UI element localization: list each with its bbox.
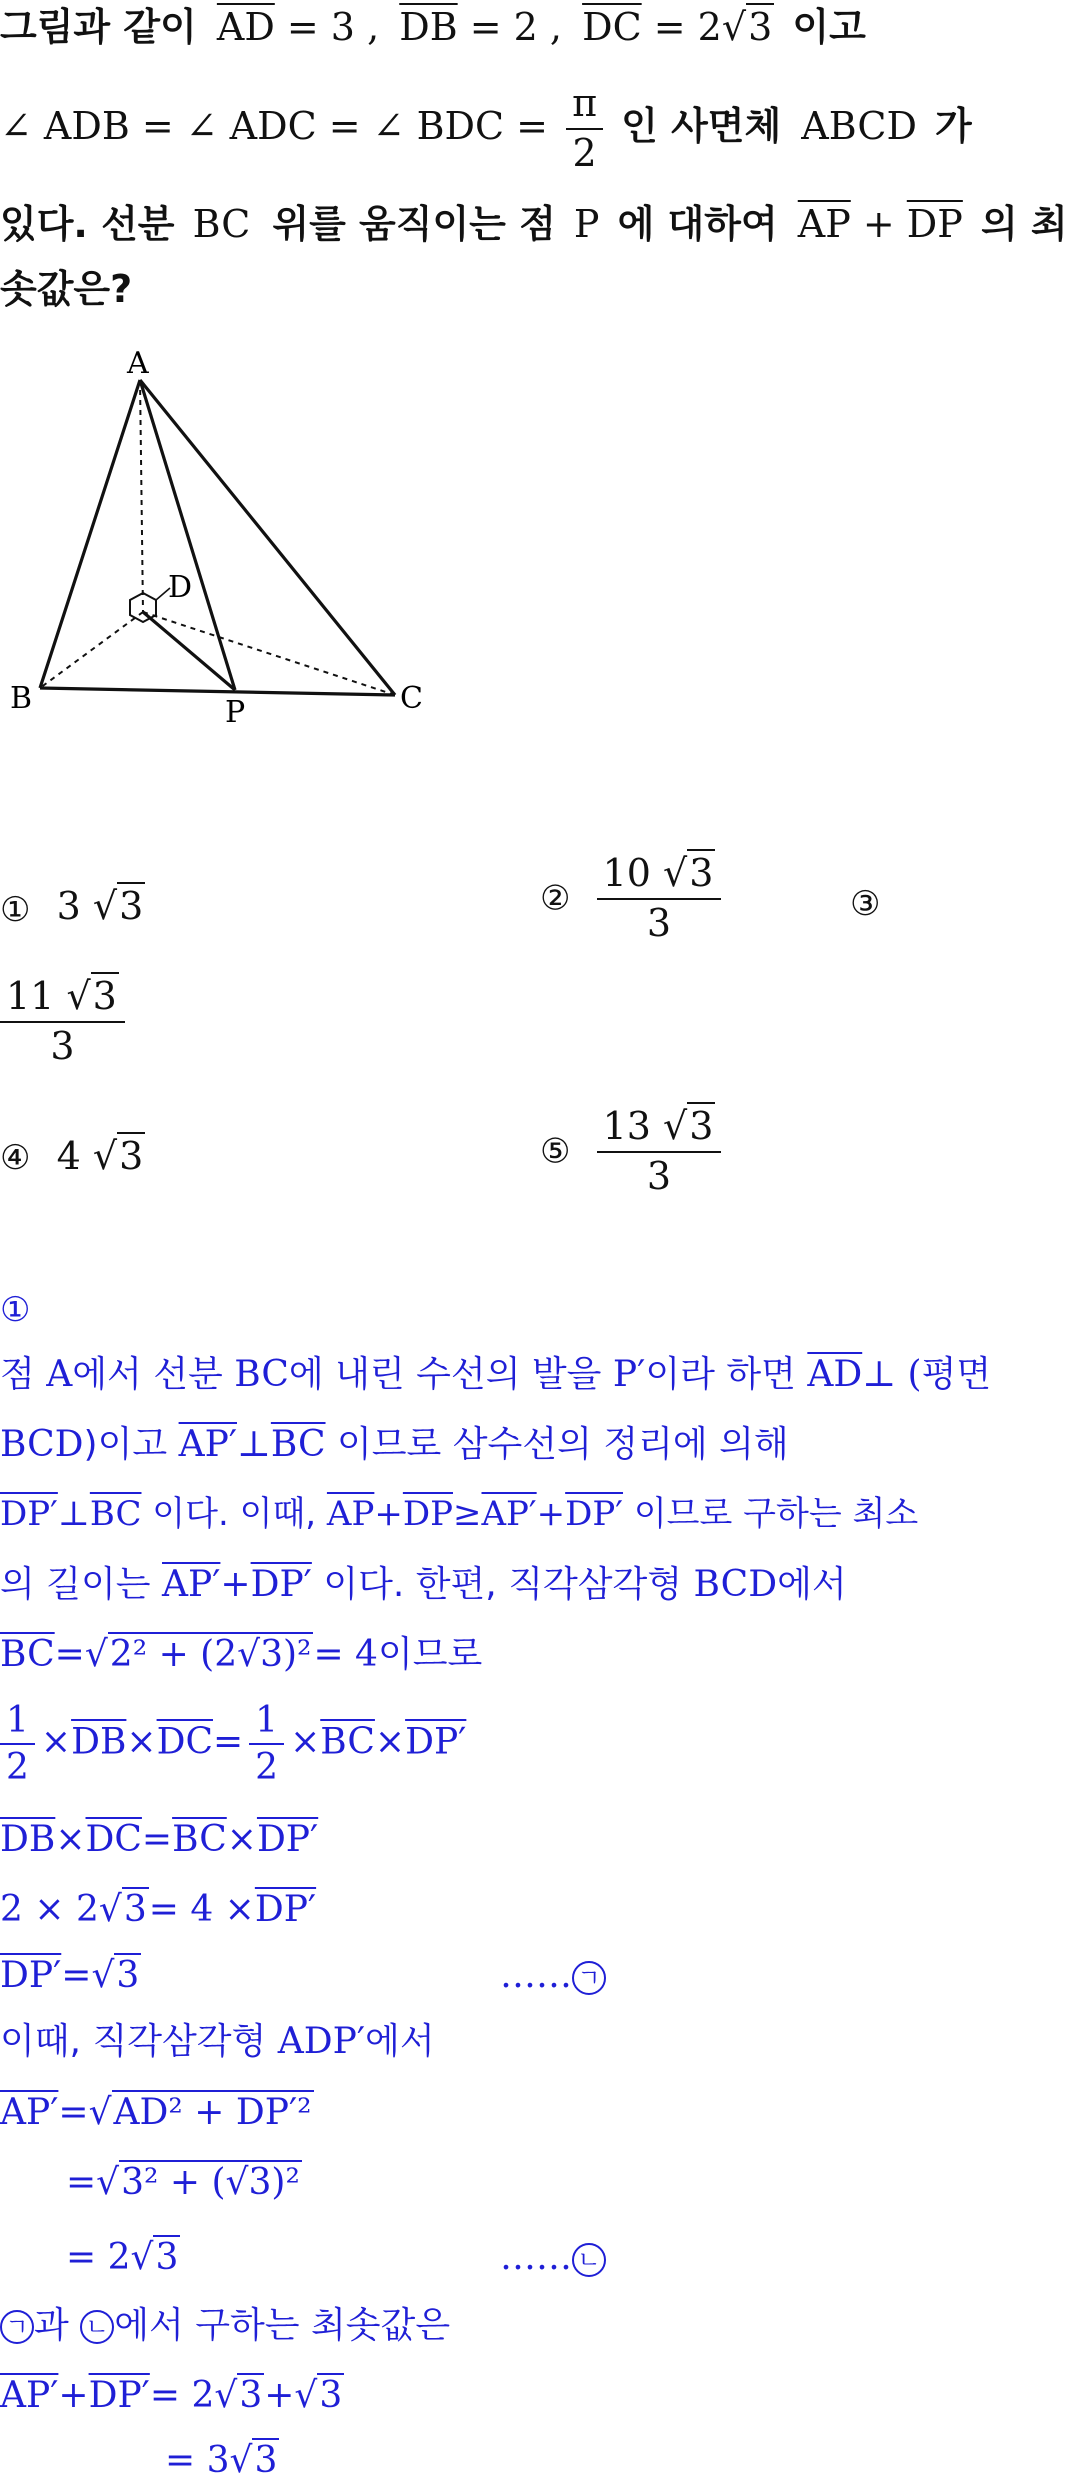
solution-line-15: AP′+DP′= 2√3+√3 [0,2375,343,2416]
label-p: P [225,695,246,730]
solution-line-16: = 3√3 [165,2440,278,2481]
edge-dp [143,612,235,690]
choice-4[interactable]: ④ 4 √3 [0,1134,144,1178]
label-d: D [168,570,193,605]
solution-line-11: AP′=√AD² + DP′² [0,2092,312,2133]
question-line-1: 그림과 같이 $\overline{AD} = 3$ , $\overline{DB} = 2$ , $\overline{DC} = 2√3$ 이고 [0,5,866,49]
question-line-4: 솟값은? [0,267,133,311]
choice-5-fraction: $\frac{13 √3}{3}$ [597,1105,722,1198]
solution-line-5: $\overline{BC}=√2^2 + (2√3)^2= 4$이므로 [0,1634,483,1675]
solution-answer: ① [0,1290,31,1330]
fraction-pi-over-2: $\frac{\pi}{2}$ [566,82,603,175]
edge-cd [143,612,395,695]
choice-5[interactable]: ⑤ $\frac{13 √3}{3}$ [540,1105,727,1198]
edge-ab [40,380,140,688]
hidden-edges [40,380,395,695]
right-angle-marker [130,593,156,622]
segment-db: $\overline{DB}$ [399,5,458,49]
solution-line-4: 의 길이는 AP′+DP′ 이다. 한편, 직각삼각형 BCD에서 [0,1564,847,1605]
radicand: 3 [748,5,773,49]
marker-giyeok-row: …… ㄱ [500,1958,606,1995]
tetrahedron-figure [0,340,460,740]
solution-line-10: 이때, 직각삼각형 ADP′에서 [0,2021,435,2062]
edge-bd [40,612,143,688]
choice-2[interactable]: ② $\frac{10 √3}{3}$ [540,852,727,945]
choice-3-fraction: $\frac{11 √3}{3}$ [0,975,125,1068]
marker-nieun-row: …… ㄴ [500,2240,606,2277]
solution-line-1: 점 A에서 선분 BC에 내린 수선의 발을 P′이라 하면 $\overline{AD}\perp$ (평면 [0,1354,992,1395]
segment-ad: $\overline{AD}$ [216,5,275,49]
choice-3[interactable] [0,975,131,1068]
label-c: C [400,681,423,716]
solution-line-2: BCD)이고 $AP'\perp\overline{BC}$ 이므로 삼수선의 정리에 의해 [0,1424,789,1465]
question-line-3: 있다. 선분 BC 위를 움직이는 점 P 에 대하여 $\overline{AP} + \overline{DP}$ 의 최 [0,202,1068,246]
choice-3-number[interactable]: ③ [850,884,881,924]
edge-ap [140,380,235,690]
solution-line-8: 2 × 2√3= 4 ×DP′ [0,1889,317,1930]
solution-line-9: DP′=√3 [0,1955,140,1996]
edge-bc [40,688,395,695]
solution-line-7: $\overline{DB}\times\overline{DC}=\overline{BC}\times DP'$ [0,1819,319,1860]
edge-ad [140,380,143,612]
choice-2-fraction: $\frac{10 √3}{3}$ [597,852,722,945]
label-b: B [10,681,33,716]
solution-line-12: =√3² + (√3)² [66,2162,300,2203]
edge-ac [140,380,395,695]
choice-1[interactable]: ① 3 √3 [0,884,144,930]
solution-line-6: $\frac{1}{2}$ $\times\overline{DB}\times\overline{DC}=$ $\frac{1}{2}$ $\times\overline{BC}\times DP'$ [0,1700,466,1789]
question-line-2: ∠ ADB = ∠ ADC = ∠ BDC = $\frac{\pi}{2}$ 인 사면체 ABCD 가 [0,81,972,175]
segment-dc: $\overline{DC}$ [582,5,642,49]
solution-line-13: = 2√3 [66,2237,179,2278]
solution-line-14: ㄱ 과 ㄴ 에서 구하는 최솟값은 [0,2308,450,2344]
solution-line-3: $DP'\perp\overline{BC}$ 이다. 이때, $\overline{AP}+\overline{DP}\ge AP'+DP'$ 이므로 구하는 최소 [0,1494,919,1534]
label-a: A [127,346,149,381]
